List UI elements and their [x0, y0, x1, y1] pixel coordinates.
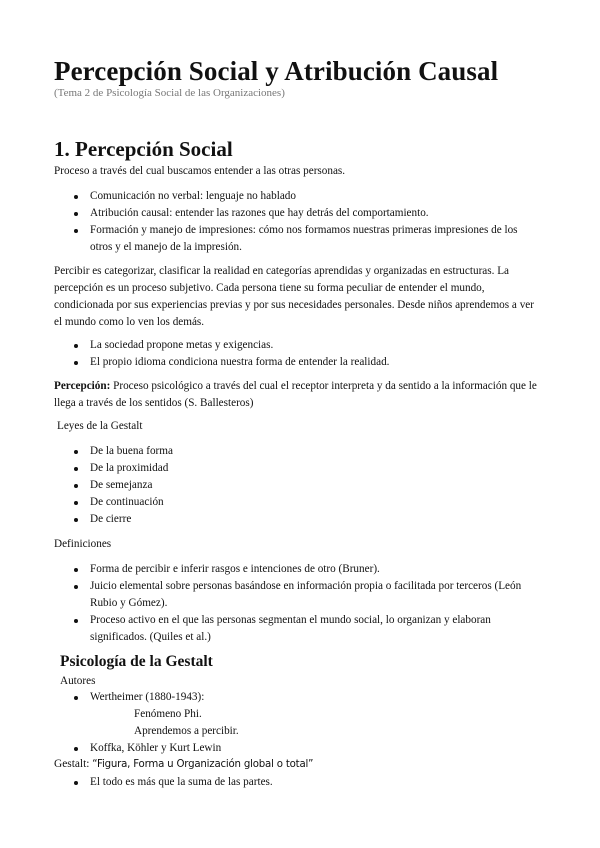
list-item: Fenómeno Phi. — [134, 708, 202, 720]
laws-label: Leyes de la Gestalt — [57, 420, 143, 432]
list-item: Formación y manejo de impresiones: cómo nos formamos nuestras primeras impresiones de los otros y el manejo de la impresión. — [72, 222, 542, 256]
list-item: De continuación — [72, 494, 372, 511]
section-heading-gestalt: Psicología de la Gestalt — [60, 653, 213, 670]
list-item: Aprendemos a percibir. — [134, 725, 239, 737]
gestalt-quote: “Figura, Forma u Organización global o total” — [92, 759, 314, 770]
paragraph-percibir: Percibir es categorizar, clasificar la realidad en categorías aprendidas y organizadas en estructuras. La percepción es un proceso subjetivo. Cada persona tiene su forma peculiar de entender el mundo, condicionada por sus experiencias previas y por sus necesidades personales. Desde niños aprendemos a ver el mundo como lo ven los demás. — [54, 265, 534, 328]
bullet-list-authors-2 — [72, 740, 372, 757]
bullet-list-laws — [72, 443, 372, 528]
list-item: Comunicación no verbal: lenguaje no hablado — [72, 188, 542, 205]
list-item: Proceso activo en el que las personas segmentan el mundo social, lo organizan y elaboran significados. (Quiles et al.) — [72, 612, 534, 646]
definition-term: Percepción: — [54, 380, 111, 392]
bullet-list-definitions — [72, 561, 534, 646]
section-intro: Proceso a través del cual buscamos entender a las otras personas. — [54, 165, 346, 177]
bullet-list-concepts — [72, 188, 542, 256]
list-item: El propio idioma condiciona nuestra forma de entender la realidad. — [72, 354, 542, 371]
section-heading-percepcion-social: 1. Percepción Social — [54, 137, 233, 161]
definition-text: Proceso psicológico a través del cual el receptor interpreta y da sentido a la información que le llega a través de los sentidos (S. Ballesteros) — [54, 380, 537, 409]
list-item: De la buena forma — [72, 443, 372, 460]
bullet-list-society — [72, 337, 542, 371]
gestalt-definition — [54, 756, 313, 773]
list-item: Wertheimer (1880-1943): — [72, 689, 372, 706]
gestalt-label: Gestalt: — [54, 758, 90, 770]
list-item: De semejanza — [72, 477, 372, 494]
list-item: Juicio elemental sobre personas basándose en información propia o facilitada por terceros (León Rubio y Gómez). — [72, 578, 534, 612]
definition-percepcion — [54, 378, 544, 412]
list-item: El todo es más que la suma de las partes. — [72, 774, 472, 791]
list-item: De cierre — [72, 511, 372, 528]
page-title: Percepción Social y Atribución Causal — [54, 56, 499, 86]
list-item: La sociedad propone metas y exigencias. — [72, 337, 542, 354]
page-subtitle: (Tema 2 de Psicología Social de las Organizaciones) — [54, 87, 285, 99]
bullet-list-authors — [72, 689, 372, 706]
list-item: Koffka, Köhler y Kurt Lewin — [72, 740, 372, 757]
sub-list-wertheimer — [116, 706, 416, 740]
list-item: Forma de percibir e inferir rasgos e intenciones de otro (Bruner). — [72, 561, 534, 578]
definitions-label: Definiciones — [54, 538, 112, 550]
list-item: Atribución causal: entender las razones que hay detrás del comportamiento. — [72, 205, 542, 222]
authors-label: Autores — [60, 675, 96, 687]
bullet-list-gestalt — [72, 774, 472, 791]
list-item: De la proximidad — [72, 460, 372, 477]
